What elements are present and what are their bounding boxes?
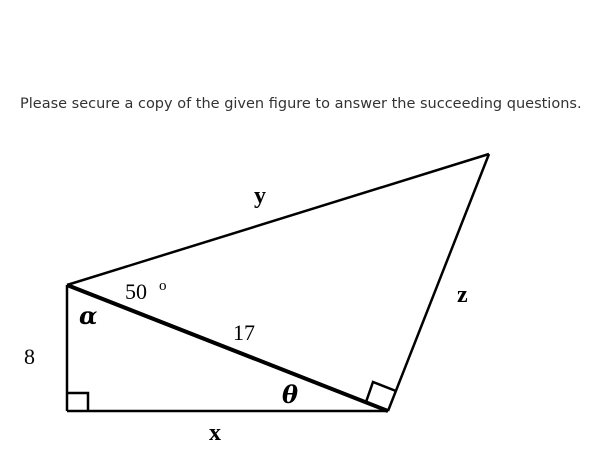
hypotenuse-line [67, 285, 388, 411]
label-z: z [457, 282, 468, 308]
label-theta: θ [282, 380, 299, 409]
instruction-text: Please secure a copy of the given figure to answer the succeeding questions. [20, 96, 582, 112]
top-side-line [67, 154, 489, 285]
label-y: y [254, 183, 266, 209]
label-side-8: 8 [24, 344, 35, 369]
label-alpha: α [79, 301, 98, 330]
right-angle-marker-left [67, 393, 88, 411]
label-hypotenuse-17: 17 [233, 320, 255, 345]
label-degree-mark: o [159, 278, 167, 294]
label-x: x [209, 420, 221, 446]
right-side-line [388, 154, 489, 411]
label-angle-50: 50 [125, 279, 147, 304]
